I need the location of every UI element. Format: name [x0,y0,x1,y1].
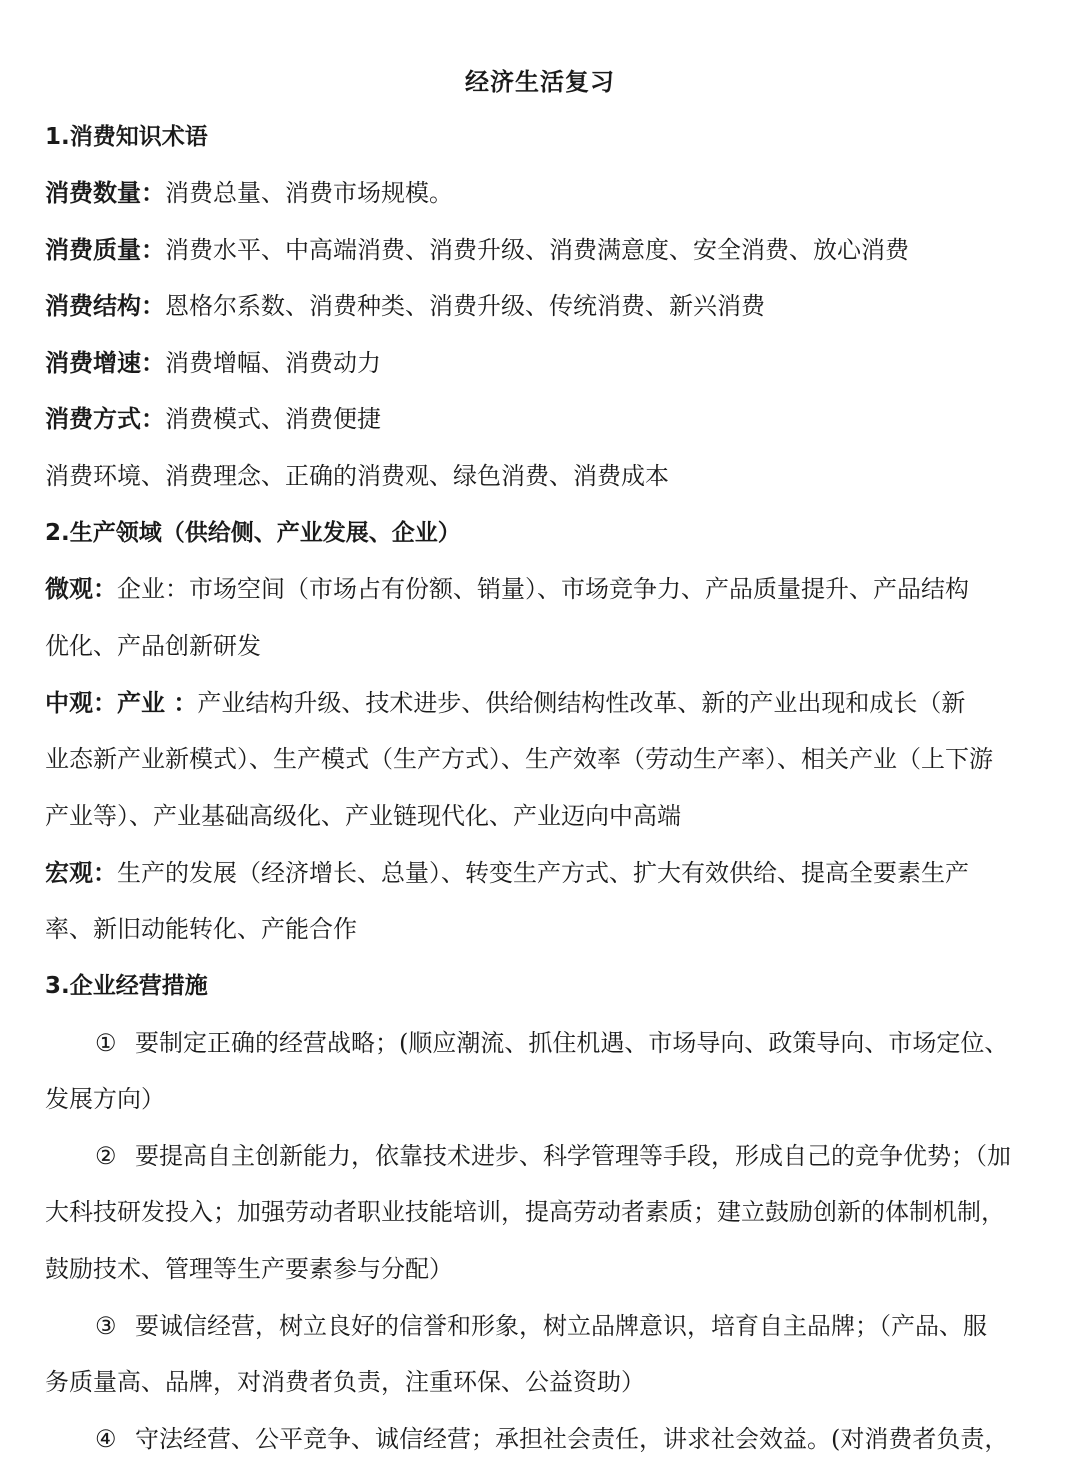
micro-text: 企业：市场空间（市场占有份额、销量）、市场竞争力、产品质量提升、产品结构 [117,575,969,603]
page-title: 经济生活复习 [465,68,615,96]
meso-line-2: 业态新产业新模式）、生产模式（生产方式）、生产效率（劳动生产率）、相关产业（上下游 [45,745,993,773]
term-text: 消费模式、消费便捷 [165,405,381,433]
macro-label: 宏观： [45,859,117,887]
term-label: 消费增速： [45,349,165,377]
consumption-term-line [45,235,1040,265]
measure-item-3-line-2: 务质量高、品牌，对消费者负责，注重环保、公益资助） [45,1368,645,1396]
measure-item-3-line-1 [45,1311,1040,1341]
item-number: ① [95,1029,117,1057]
micro-line-2: 优化、产品创新研发 [45,632,261,660]
item-number: ② [95,1142,117,1170]
item-text: 守法经营、公平竞争、诚信经营；承担社会责任，讲求社会效益。(对消费者负责， [135,1425,1009,1453]
consumption-term-line [45,291,1040,321]
item-text: 要诚信经营，树立良好的信誉和形象，树立品牌意识，培育自主品牌；（产品、服 [135,1312,987,1340]
macro-text: 生产的发展（经济增长、总量）、转变生产方式、扩大有效供给、提高全要素生产 [117,859,969,887]
term-label: 消费方式： [45,405,165,433]
term-label: 消费质量： [45,236,165,264]
item-number: ③ [95,1312,117,1340]
consumption-term-line [45,404,1040,434]
measure-item-4-line-1 [45,1424,1040,1454]
macro-line-2: 率、新旧动能转化、产能合作 [45,915,357,943]
consumption-term-line [45,178,1040,208]
term-label: 消费结构： [45,292,165,320]
measure-item-1-line-1 [45,1028,1040,1058]
meso-line-1 [45,688,1040,718]
item-number: ④ [95,1425,117,1453]
meso-text: 产业结构升级、技术进步、供给侧结构性改革、新的产业出现和成长（新 [197,689,966,717]
meso-label: 中观：产业 ： [45,689,198,717]
micro-label: 微观： [45,575,117,603]
section-heading-consumption: 1.消费知识术语 [45,124,208,150]
micro-line-1 [45,574,1040,604]
measure-item-2-line-1 [45,1141,1040,1171]
term-text: 恩格尔系数、消费种类、消费升级、传统消费、新兴消费 [165,292,765,320]
term-label: 消费数量： [45,179,165,207]
term-text: 消费总量、消费市场规模。 [165,179,453,207]
measure-item-2-line-3: 鼓励技术、管理等生产要素参与分配） [45,1255,453,1283]
term-text: 消费增幅、消费动力 [165,349,381,377]
section-heading-business: 3.企业经营措施 [45,973,208,999]
section-heading-production: 2.生产领域（供给侧、产业发展、企业） [45,520,461,546]
consumption-term-line [45,348,1040,378]
item-text: 要制定正确的经营战略；(顺应潮流、抓住机遇、市场导向、政策导向、市场定位、 [135,1029,1009,1057]
meso-line-3: 产业等）、产业基础高级化、产业链现代化、产业迈向中高端 [45,802,681,830]
consumption-plain-line: 消费环境、消费理念、正确的消费观、绿色消费、消费成本 [45,462,669,490]
measure-item-1-line-2: 发展方向） [45,1085,165,1113]
measure-item-2-line-2: 大科技研发投入；加强劳动者职业技能培训，提高劳动者素质；建立鼓励创新的体制机制， [45,1198,1005,1226]
term-text: 消费水平、中高端消费、消费升级、消费满意度、安全消费、放心消费 [165,236,909,264]
item-text: 要提高自主创新能力，依靠技术进步、科学管理等手段，形成自己的竞争优势；（加 [135,1142,1011,1170]
macro-line-1 [45,858,1040,888]
